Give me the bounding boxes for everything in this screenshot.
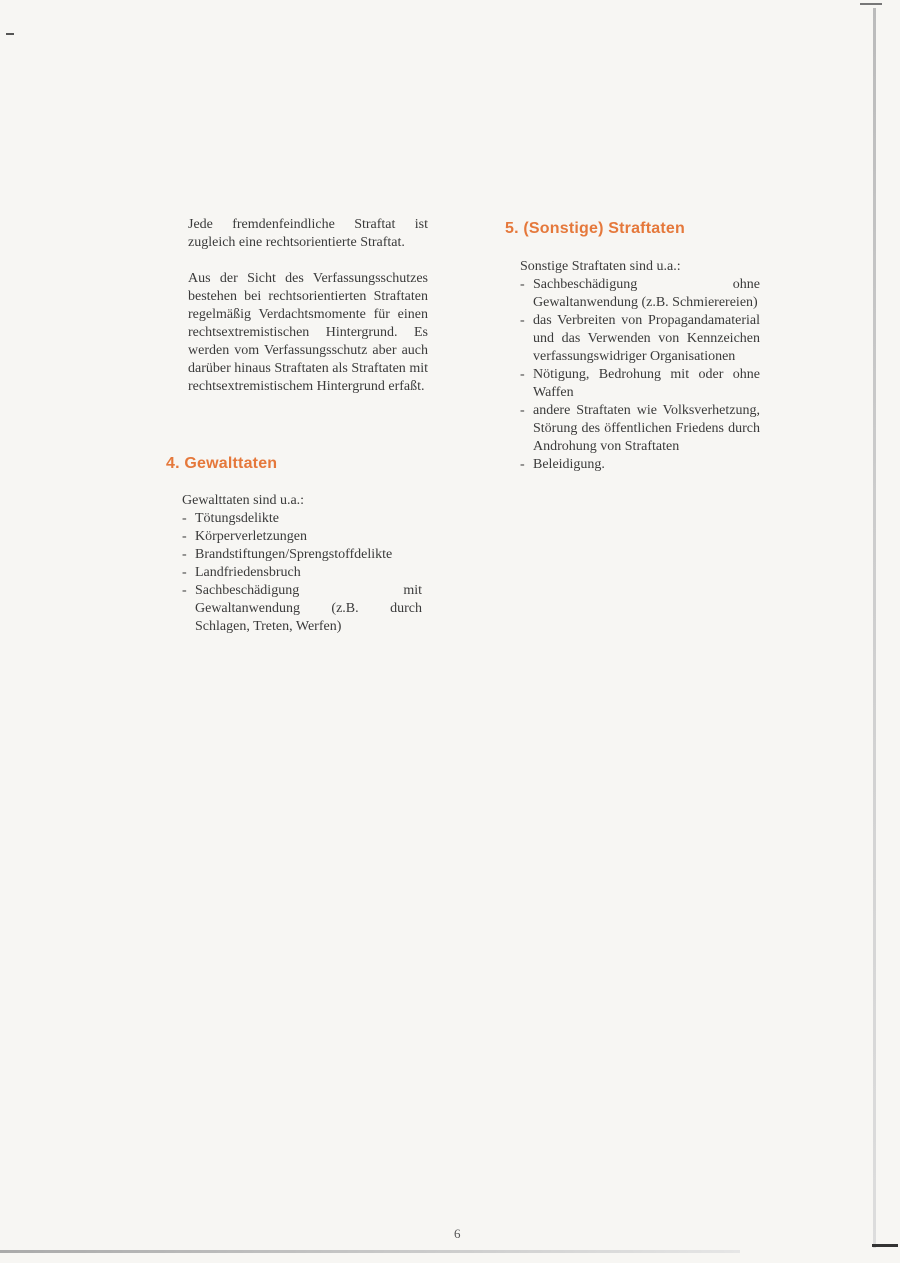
left-column-text <box>188 216 428 396</box>
list-intro: Sonstige Straftaten sind u.a.: <box>520 259 681 274</box>
paragraph: Aus der Sicht des Verfassungsschutzes bestehen bei rechtsorientierten Straftaten regelmäßig Verdachtsmomente für einen rechtsextremistischen Hintergrund. Es werden vom Verfassungsschutz aber auch darüber hinaus Straftaten als Straftaten mit rechtsextremistischem Hintergrund erfaßt. <box>188 271 428 394</box>
list-item: - Sachbeschädigung ohne Gewaltanwendung (z.B. Schmierereien) <box>520 276 760 312</box>
scan-edge-mark <box>6 33 14 35</box>
scan-edge-mark <box>872 1244 898 1247</box>
scan-edge-shadow <box>0 1250 740 1253</box>
section-heading: 5. (Sonstige) Straftaten <box>505 220 685 237</box>
list-item: - Körperverletzungen <box>182 528 422 546</box>
list-item: - andere Straftaten wie Volksverhetzung, Störung des öffentlichen Friedens durch Androhung von Straftaten <box>520 402 760 456</box>
section-5-body <box>520 258 760 474</box>
list-item: - Tötungsdelikte <box>182 510 422 528</box>
list-item: - das Verbreiten von Propagandamaterial und das Verwenden von Kennzeichen verfassungswidriger Organisationen <box>520 312 760 366</box>
list-item: - Sachbeschädigung mit Gewaltanwendung (z.B. durch Schlagen, Treten, Werfen) <box>182 582 422 636</box>
page-number: 6 <box>454 1226 461 1241</box>
offense-list <box>520 276 760 474</box>
offense-list <box>182 510 422 636</box>
section-4-body <box>182 492 422 636</box>
list-item: - Landfriedensbruch <box>182 564 422 582</box>
scan-edge-mark <box>860 3 882 5</box>
list-intro: Gewalttaten sind u.a.: <box>182 493 305 508</box>
paragraph: Jede fremdenfeindliche Straftat ist zugleich eine rechtsorientierte Straftat. <box>188 217 428 250</box>
section-heading: 4. Gewalttaten <box>166 455 278 472</box>
list-item: - Nötigung, Bedrohung mit oder ohne Waffen <box>520 366 760 402</box>
list-item: - Beleidigung. <box>520 456 760 474</box>
scan-edge-shadow <box>873 8 876 1248</box>
list-item: - Brandstiftungen/Sprengstoffdelikte <box>182 546 422 564</box>
